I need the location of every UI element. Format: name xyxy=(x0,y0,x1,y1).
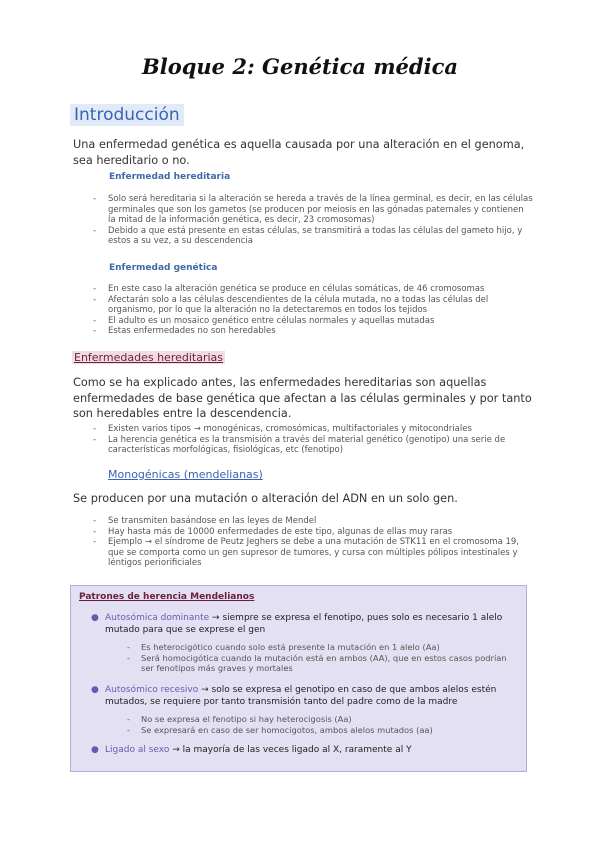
subheading-genetica: Enfermedad genética xyxy=(109,263,218,273)
list-item: - Hay hasta más de 10000 enfermedades de este tipo, algunas de ellas muy raras xyxy=(93,527,533,538)
subheading-hereditaria: Enfermedad hereditaria xyxy=(109,172,231,182)
bullet-text: solo se expresa el genotipo en caso de que ambos alelos estén mutados, se requiere por tanto transmisión tanto del padre como de la madre xyxy=(105,685,497,707)
arrow: → xyxy=(212,613,220,623)
keyword-recesivo: Autosómico recesivo xyxy=(105,685,199,695)
intro-paragraph: Una enfermedad genética es aquella causada por una alteración en el genoma, sea hereditario o no. xyxy=(73,138,525,167)
list-item: - Ejemplo → el síndrome de Peutz Jeghers se debe a una mutación de STK11 en el cromosoma 19, que se comporta como un gen supresor de tumores, y cursa con múltiples pólipos intestinales y léntigos periorificiales xyxy=(93,537,533,569)
keyword-dominante: Autosómica dominante xyxy=(105,613,210,623)
patrones-callout-box xyxy=(70,585,527,772)
list-item: - No se expresa el fenotipo si hay heterocigosis (Aa) xyxy=(127,714,507,725)
bullet-text: la mayoría de las veces ligado al X, raramente al Y xyxy=(179,745,412,755)
section-heading-monogenicas: Monogénicas (mendelianas) xyxy=(108,468,263,481)
monogenicas-list xyxy=(93,516,533,569)
bullet-recesivo xyxy=(91,684,516,708)
genetica-list xyxy=(93,284,533,337)
arrow: → xyxy=(172,745,180,755)
bullet-dot-icon: ● xyxy=(91,685,99,695)
list-item: - En este caso la alteración genética se produce en células somáticas, de 46 cromosomas xyxy=(93,284,533,295)
list-item: - Existen varios tipos → monogénicas, cromosómicas, multifactoriales y mitocondriales xyxy=(93,424,533,435)
list-item: - Será homocigótica cuando la mutación está en ambos (AA), que en estos casos podrían ser fenotipos más graves y mortales xyxy=(127,653,507,674)
list-item: - Afectarán solo a las células descendientes de la célula mutada, no a todas las células del organismo, por lo que la alteración no la detectaremos en todos los tejidos xyxy=(93,295,533,316)
bullet-dot-icon: ● xyxy=(91,745,99,755)
list-item: - El adulto es un mosaico genético entre células normales y aquellas mutadas xyxy=(93,316,533,327)
monogenicas-paragraph: Se producen por una mutación o alteración del ADN en un solo gen. xyxy=(73,492,458,505)
bullet-sexo xyxy=(91,744,516,756)
recesivo-list xyxy=(127,714,507,735)
list-item: - Estas enfermedades no son heredables xyxy=(93,326,533,337)
dominante-list xyxy=(127,642,507,674)
list-item: - Es heterocigótico cuando solo está presente la mutación en 1 alelo (Aa) xyxy=(127,642,507,653)
list-item: - Se expresará en caso de ser homocigotos, ambos alelos mutados (aa) xyxy=(127,725,507,736)
list-item: - Debido a que está presente en estas células, se transmitirá a todas las células del gameto hijo, y estos a su vez, a su descendencia xyxy=(93,226,533,247)
page-title: Bloque 2: Genética médica xyxy=(142,54,458,79)
hereditarias-paragraph: Como se ha explicado antes, las enfermedades hereditarias son aquellas enfermedades de base genética que afectan a las células germinales y por tanto son heredables entre la descendencia. xyxy=(73,376,532,420)
list-item: - Solo será hereditaria si la alteración se hereda a través de la línea germinal, es decir, en las células germinales que son los gametos (se producen por meiosis en las gónadas paternales y contienen la mitad de la información genética, es decir, 23 cromosomas) xyxy=(93,194,533,226)
callout-title: Patrones de herencia Mendelianos xyxy=(79,592,255,602)
section-heading-introduccion: Introducción xyxy=(70,104,184,126)
bullet-dot-icon: ● xyxy=(91,613,99,623)
hereditarias-list xyxy=(93,424,533,456)
list-item: - La herencia genética es la transmisión a través del material genético (genotipo) una serie de características morfológicas, fisiológicas, etc (fenotipo) xyxy=(93,435,533,456)
bullet-text: siempre se expresa el fenotipo, pues solo es necesario 1 alelo mutado para que se exprese el gen xyxy=(105,613,503,635)
keyword-sexo: Ligado al sexo xyxy=(105,745,170,755)
hereditaria-list xyxy=(93,194,533,247)
arrow: → xyxy=(201,685,209,695)
bullet-dominante xyxy=(91,612,516,636)
section-heading-hereditarias: Enfermedades hereditarias xyxy=(74,351,224,364)
list-item: - Se transmiten basándose en las leyes de Mendel xyxy=(93,516,533,527)
